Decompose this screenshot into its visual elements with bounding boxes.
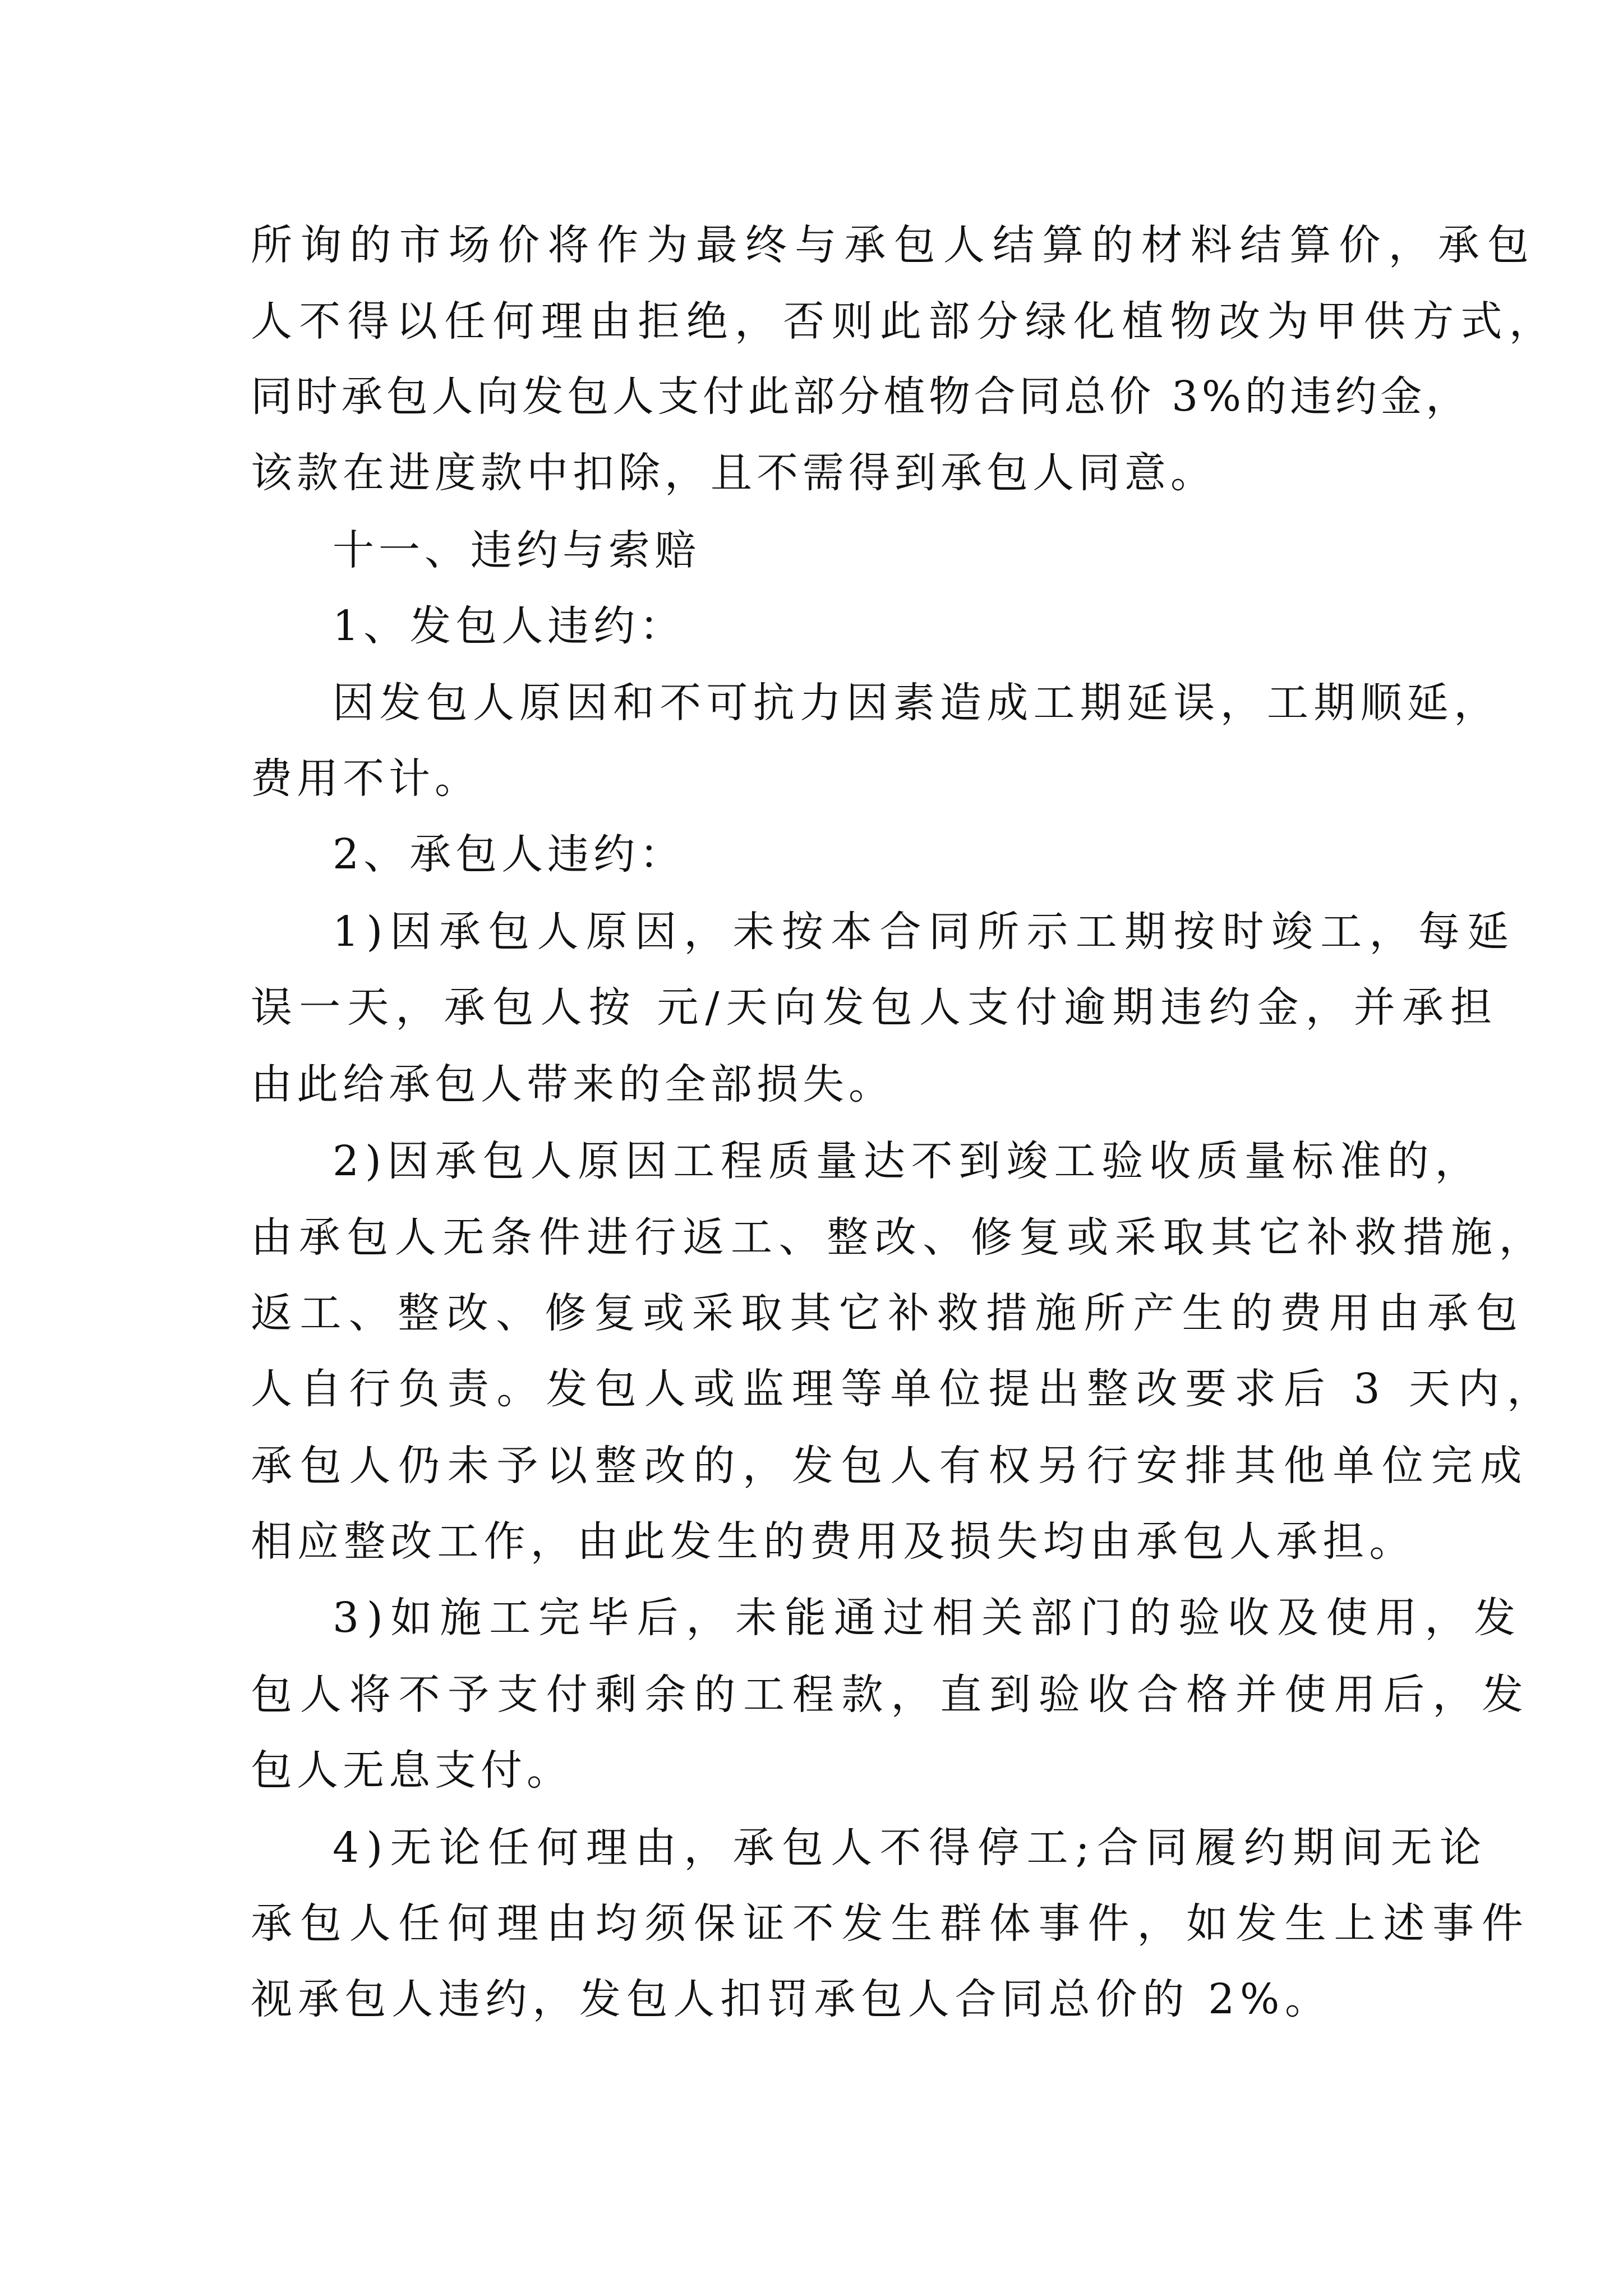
text-line-14: 由承包人无条件进行返工、整改、修复或采取其它补救措施， xyxy=(251,1213,1547,1262)
text-line-17: 承包人仍未予以整改的，发包人有权另行安排其他单位完成 xyxy=(251,1442,1530,1490)
text-line-20: 包人将不予支付剩余的工程款，直到验收合格并使用后，发 xyxy=(251,1671,1531,1719)
text-line-24: 视承包人违约，发包人扣罚承包人合同总价的 2%。 xyxy=(251,1975,1332,2023)
text-line-8: 费用不计。 xyxy=(251,754,481,803)
text-line-11: 误一天，承包人按 元/天向发包人支付逾期违约金，并承担 xyxy=(251,983,1499,1032)
text-line-16: 人自行负责。发包人或监理等单位提出整改要求后 3 天内， xyxy=(251,1365,1556,1413)
text-line-12: 由此给承包人带来的全部损失。 xyxy=(251,1060,895,1108)
text-line-3: 同时承包人向发包人支付此部分植物合同总价 3%的违约金， xyxy=(251,372,1471,421)
section-heading: 十一、违约与索赔 xyxy=(333,526,700,574)
text-line-2: 人不得以任何理由拒绝，否则此部分绿化植物改为甲供方式， xyxy=(251,297,1558,346)
text-line-23: 承包人任何理由均须保证不发生群体事件，如发生上述事件 xyxy=(251,1899,1531,1948)
text-line-19: 3)如施工完毕后，未能通过相关部门的验收及使用，发 xyxy=(333,1594,1523,1642)
text-line-4: 该款在进度款中扣除，且不需得到承包人同意。 xyxy=(251,449,1216,497)
text-line-1: 所询的市场价将作为最终与承包人结算的材料结算价，承包 xyxy=(251,221,1537,269)
text-line-10: 1)因承包人原因，未按本合同所示工期按时竣工，每延 xyxy=(333,908,1516,956)
text-line-21: 包人无息支付。 xyxy=(251,1746,573,1795)
subsection-heading-2: 2、承包人违约： xyxy=(333,830,686,878)
subsection-heading-1: 1、发包人违约： xyxy=(333,602,686,650)
text-line-18: 相应整改工作，由此发生的费用及损失均由承包人承担。 xyxy=(251,1517,1416,1566)
text-line-7: 因发包人原因和不可抗力因素造成工期延误，工期顺延， xyxy=(333,679,1501,727)
text-line-22: 4)无论任何理由，承包人不得停工;合同履约期间无论 xyxy=(333,1824,1489,1872)
text-line-15: 返工、整改、修复或采取其它补救措施所产生的费用由承包 xyxy=(251,1289,1525,1337)
text-line-13: 2)因承包人原因工程质量达不到竣工验收质量标准的， xyxy=(333,1137,1483,1185)
